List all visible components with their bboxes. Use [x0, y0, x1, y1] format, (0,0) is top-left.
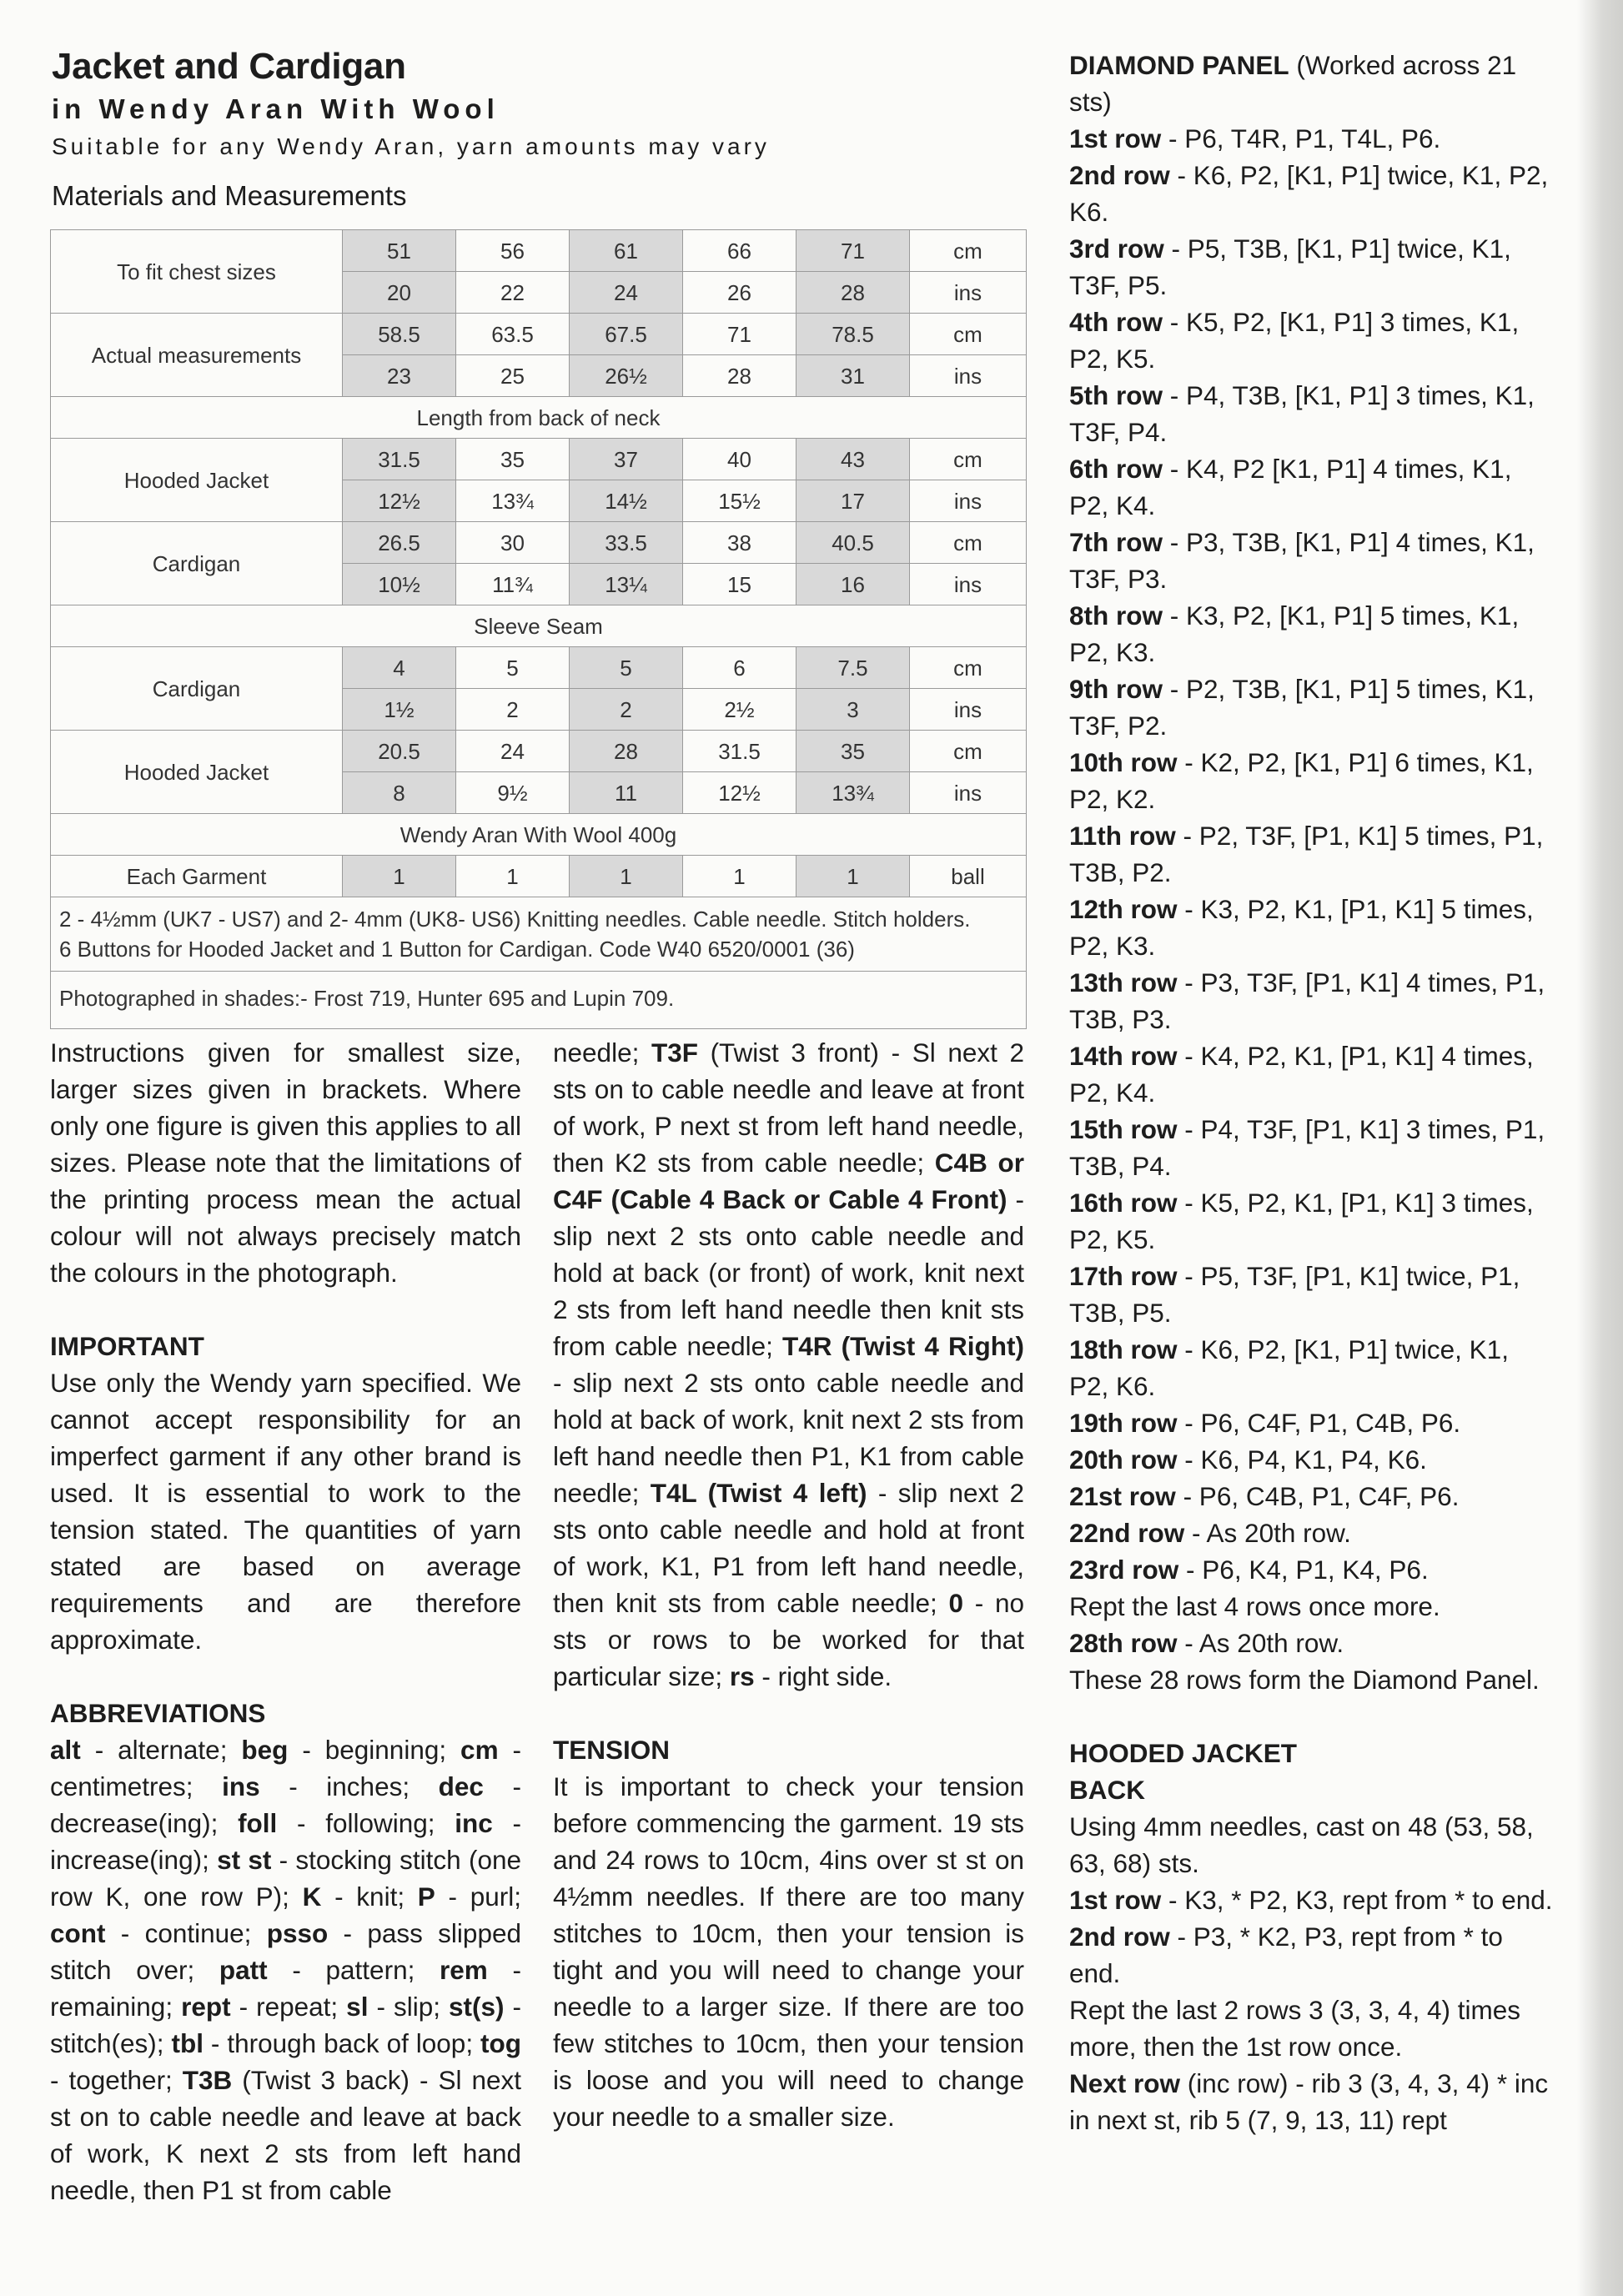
abbreviation-term: C4B or C4F (Cable 4 Back or Cable 4 Front): [553, 1148, 1024, 1214]
table-cell: 3: [796, 689, 910, 731]
table-row: [51, 647, 1027, 689]
table-cell: 31.5: [683, 731, 796, 772]
pattern-row-text: - K4, P2 [K1, P1] 4 times, K1, P2, K4.: [1069, 454, 1512, 520]
table-cell: 35: [456, 439, 570, 480]
pattern-row: [1069, 230, 1553, 304]
pattern-row: [1069, 964, 1553, 1037]
intro-paragraph: Instructions given for smallest size, larger sizes given in brackets. Where only one figure is given this applies to all sizes. Please note that the limitations of the printing process mean the actual colour will not always precisely match the colours in the photograph.: [50, 1037, 521, 1288]
table-cell: 26½: [570, 355, 683, 397]
table-row: [51, 731, 1027, 772]
abbreviation-definition: - slip next 2 sts onto cable needle and hold at back of work, knit next 2 sts from left hand needle then P1, K1 from cable needle;: [553, 1368, 1024, 1508]
table-cell: 13¾: [456, 480, 570, 522]
pattern-row: [1069, 377, 1553, 450]
pattern-row-text: - K5, P2, K1, [P1, K1] 3 times, P2, K5.: [1069, 1188, 1534, 1254]
table-cell: 28: [796, 272, 910, 314]
abbreviation-definition: - pass slipped stitch over;: [50, 1918, 522, 1985]
table-cell: 20.5: [343, 731, 456, 772]
table-row: [51, 439, 1027, 480]
diamond-panel-title: [1069, 47, 1553, 120]
table-cell: 1½: [343, 689, 456, 731]
table-cell: 40.5: [796, 522, 910, 564]
table-cell: 51: [343, 230, 456, 272]
abbreviation-definition: - slip next 2 sts onto cable needle and hold at back (or front) of work, knit next 2 sts from left hand needle then knit sts from cable needle;: [553, 1184, 1024, 1361]
pattern-row: [1069, 157, 1553, 230]
table-row: [51, 230, 1027, 272]
pattern-row: [1069, 1588, 1553, 1625]
pattern-row-text: - As 20th row.: [1184, 1518, 1351, 1548]
pattern-row-text: - K3, * P2, K3, rept from * to end.: [1161, 1885, 1553, 1915]
table-cell: ball: [910, 856, 1027, 897]
table-cell: 22: [456, 272, 570, 314]
needles-note: [51, 897, 1027, 972]
back-rows: [1069, 1882, 1553, 2138]
back-intro: Using 4mm needles, cast on 48 (53, 58, 63, 68) sts.: [1069, 1811, 1534, 1878]
pattern-row-text: - P4, T3B, [K1, P1] 3 times, K1, T3F, P4.: [1069, 380, 1535, 447]
table-cell: Cardigan: [51, 647, 343, 731]
abbreviation-term: beg: [241, 1735, 289, 1765]
table-cell: 14½: [570, 480, 683, 522]
table-cell: Wendy Aran With Wool 400g: [51, 814, 1027, 856]
pattern-row: [1069, 891, 1553, 964]
diamond-panel-subheading: (Worked across 21 sts): [1069, 50, 1517, 117]
table-cell: 28: [570, 731, 683, 772]
table-cell: 61: [570, 230, 683, 272]
table-cell: 10½: [343, 564, 456, 605]
table-cell: 35: [796, 731, 910, 772]
abbreviation-definition: - pattern;: [267, 1955, 440, 1985]
middle-column: [553, 1034, 1024, 2135]
page-title: Jacket and Cardigan: [52, 46, 406, 87]
pattern-row: [1069, 1625, 1553, 1661]
abbreviation-definition: - slip;: [368, 1992, 449, 2022]
pattern-row: [1069, 1882, 1553, 1918]
table-cell: 11¾: [456, 564, 570, 605]
pattern-row: [1069, 1478, 1553, 1515]
abbreviations-list: [50, 1731, 521, 2208]
abbreviation-definition: - continue;: [105, 1918, 267, 1948]
table-cell: 40: [683, 439, 796, 480]
table-cell: 28: [683, 355, 796, 397]
table-cell: 12½: [683, 772, 796, 814]
pattern-row: [1069, 1111, 1553, 1184]
pattern-row-label: 14th row: [1069, 1041, 1178, 1071]
table-cell: ins: [910, 480, 1027, 522]
pattern-row-label: 13th row: [1069, 967, 1178, 997]
abbreviation-term: rept: [181, 1992, 231, 2022]
pattern-row-label: 15th row: [1069, 1114, 1178, 1144]
pattern-row-label: 9th row: [1069, 674, 1163, 704]
hooded-jacket-heading: HOODED JACKET: [1069, 1738, 1298, 1768]
abbreviation-term: dec: [438, 1771, 484, 1801]
table-cell: 33.5: [570, 522, 683, 564]
abbreviation-term: cm: [460, 1735, 499, 1765]
pattern-row-text: - K3, P2, [K1, P1] 5 times, K1, P2, K3.: [1069, 600, 1520, 667]
table-cell: 43: [796, 439, 910, 480]
table-cell: 58.5: [343, 314, 456, 355]
table-cell: To fit chest sizes: [51, 230, 343, 314]
pattern-row-text: (inc row) - rib 3 (3, 4, 3, 4) * inc in next st, rib 5 (7, 9, 13, 11) rept: [1069, 2068, 1549, 2135]
table-row: [51, 972, 1027, 1029]
needles-note-line: 2 - 4½mm (UK7 - US7) and 2- 4mm (UK8- US6) Knitting needles. Cable needle. Stitch holders.: [59, 907, 971, 932]
pattern-row-label: 5th row: [1069, 380, 1163, 410]
table-cell: 8: [343, 772, 456, 814]
table-cell: 1: [796, 856, 910, 897]
abbreviation-term: rem: [440, 1955, 488, 1985]
pattern-row-text: Rept the last 4 rows once more.: [1069, 1591, 1440, 1621]
abbreviation-definition: - repeat;: [230, 1992, 347, 2022]
pattern-row-label: 17th row: [1069, 1261, 1178, 1291]
pattern-row: [1069, 2065, 1553, 2138]
table-cell: Length from back of neck: [51, 397, 1027, 439]
pattern-row-label: 18th row: [1069, 1334, 1178, 1364]
pattern-row-label: 11th row: [1069, 821, 1176, 851]
table-cell: Each Garment: [51, 856, 343, 897]
table-cell: 13¼: [570, 564, 683, 605]
pattern-row-label: 21st row: [1069, 1481, 1176, 1511]
table-cell: ins: [910, 355, 1027, 397]
pattern-row-text: - P6, T4R, P1, T4L, P6.: [1161, 123, 1441, 153]
pattern-row: [1069, 817, 1553, 891]
table-cell: 5: [456, 647, 570, 689]
pattern-row-label: 3rd row: [1069, 234, 1164, 264]
pattern-row-label: 12th row: [1069, 894, 1178, 924]
table-cell: 17: [796, 480, 910, 522]
left-column: [50, 1034, 521, 2208]
table-cell: 7.5: [796, 647, 910, 689]
abbreviation-definition: - together;: [50, 2065, 183, 2095]
abbreviation-term: T4L (Twist 4 left): [650, 1478, 867, 1508]
pattern-row-label: 23rd row: [1069, 1555, 1179, 1585]
table-cell: ins: [910, 689, 1027, 731]
table-cell: 56: [456, 230, 570, 272]
abbreviation-term: K: [302, 1882, 322, 1912]
table-cell: 66: [683, 230, 796, 272]
abbreviation-definition: - stocking stitch (one row K, one row P);: [50, 1845, 521, 1912]
table-cell: 16: [796, 564, 910, 605]
pattern-row-text: - K6, P2, [K1, P1] twice, K1, P2, K6.: [1069, 160, 1549, 227]
pattern-row-label: 7th row: [1069, 527, 1163, 557]
pattern-row-label: 10th row: [1069, 747, 1178, 777]
abbreviation-term: T3B: [182, 2065, 233, 2095]
pattern-row-text: - K2, P2, [K1, P1] 6 times, K1, P2, K2.: [1069, 747, 1534, 814]
table-cell: ins: [910, 564, 1027, 605]
table-cell: 24: [570, 272, 683, 314]
pattern-row: [1069, 524, 1553, 597]
pattern-row-text: - As 20th row.: [1177, 1628, 1344, 1658]
pattern-row-text: Rept the last 2 rows 3 (3, 3, 4, 4) times more, then the 1st row once.: [1069, 1995, 1520, 2062]
pattern-row-text: - P3, * K2, P3, rept from * to end.: [1069, 1922, 1503, 1988]
pattern-row-text: - P3, T3F, [P1, K1] 4 times, P1, T3B, P3.: [1069, 967, 1545, 1034]
table-cell: 30: [456, 522, 570, 564]
table-cell: cm: [910, 522, 1027, 564]
abbreviation-term: st st: [217, 1845, 272, 1875]
table-cell: 1: [343, 856, 456, 897]
abbreviation-definition: (Twist 3 back) - Sl next st on to cable needle and leave at back of work, K next 2 sts from left hand needle, then P1 st from cable: [50, 2065, 521, 2205]
abbreviation-definition: - decrease(ing);: [50, 1771, 521, 1838]
abbreviation-definition: - inches;: [259, 1771, 439, 1801]
page-edge-shadow: [1577, 0, 1623, 2296]
pattern-row-label: 19th row: [1069, 1408, 1178, 1438]
tension-paragraph: It is important to check your tension before commencing the garment. 19 sts and 24 rows to 10cm, 4ins over st st on 4½mm needles. If there are too many stitches to 10cm, then your tension is tight and you will need to change your needle to a larger size. If there are too few stitches to 10cm, then your tension is loose and you will need to change your needle to a smaller size.: [553, 1771, 1024, 2132]
pattern-row-text: - P5, T3F, [P1, K1] twice, P1, T3B, P5.: [1069, 1261, 1520, 1328]
table-cell: 9½: [456, 772, 570, 814]
pattern-row: [1069, 1037, 1553, 1111]
tension-heading: TENSION: [553, 1735, 671, 1765]
pattern-row: [1069, 1515, 1553, 1551]
diamond-panel-heading: DIAMOND PANEL: [1069, 50, 1289, 80]
pattern-row-label: 28th row: [1069, 1628, 1178, 1658]
table-cell: Cardigan: [51, 522, 343, 605]
abbreviation-definition: - remaining;: [50, 1955, 521, 2022]
materials-heading: Materials and Measurements: [52, 180, 407, 211]
table-cell: 37: [570, 439, 683, 480]
pattern-row-label: 20th row: [1069, 1444, 1178, 1475]
pattern-row: [1069, 597, 1553, 671]
page-subtitle: in Wendy Aran With Wool: [52, 93, 500, 124]
abbreviation-definition: - purl;: [435, 1882, 522, 1912]
pattern-row: [1069, 1258, 1553, 1331]
abbreviation-definition: - stitch(es);: [50, 1992, 521, 2058]
abbreviation-definition: needle;: [553, 1037, 651, 1068]
table-cell: 2: [456, 689, 570, 731]
abbreviation-term: tbl: [171, 2028, 204, 2058]
abbreviation-term: rs: [729, 1661, 755, 1691]
table-cell: 4: [343, 647, 456, 689]
table-cell: 78.5: [796, 314, 910, 355]
table-row: [51, 314, 1027, 355]
pattern-row: [1069, 1184, 1553, 1258]
table-cell: 23: [343, 355, 456, 397]
important-heading: IMPORTANT: [50, 1331, 204, 1361]
table-cell: Actual measurements: [51, 314, 343, 397]
pattern-row-label: 6th row: [1069, 454, 1163, 484]
measurements-table-body: [51, 230, 1027, 1029]
abbreviation-term: 0: [948, 1588, 964, 1618]
pattern-row: [1069, 1551, 1553, 1588]
pattern-row-text: - P5, T3B, [K1, P1] twice, K1, T3F, P5.: [1069, 234, 1511, 300]
table-cell: ins: [910, 272, 1027, 314]
table-cell: 20: [343, 272, 456, 314]
table-cell: 26: [683, 272, 796, 314]
table-cell: 13¾: [796, 772, 910, 814]
pattern-row: [1069, 1992, 1553, 2065]
abbreviation-definition: - following;: [277, 1808, 455, 1838]
table-section-row: [51, 397, 1027, 439]
abbreviation-definition: - right side.: [754, 1661, 892, 1691]
abbreviation-term: patt: [219, 1955, 268, 1985]
table-cell: 25: [456, 355, 570, 397]
measurements-table: [50, 229, 1027, 1029]
abbreviation-term: tog: [480, 2028, 521, 2058]
abbreviation-term: psso: [266, 1918, 329, 1948]
abbreviation-definition: - alternate;: [80, 1735, 242, 1765]
abbreviation-term: foll: [238, 1808, 278, 1838]
pattern-row-text: - P4, T3F, [P1, K1] 3 times, P1, T3B, P4.: [1069, 1114, 1545, 1181]
table-cell: 12½: [343, 480, 456, 522]
pattern-row: [1069, 1404, 1553, 1441]
table-cell: 31: [796, 355, 910, 397]
pattern-row-label: 4th row: [1069, 307, 1163, 337]
table-section-row: [51, 605, 1027, 647]
pattern-row-label: 1st row: [1069, 123, 1162, 153]
pattern-row: [1069, 1661, 1553, 1698]
abbreviation-definition: - knit;: [321, 1882, 418, 1912]
table-cell: 24: [456, 731, 570, 772]
abbreviation-term: sl: [346, 1992, 369, 2022]
abbreviation-definition: - slip next 2 sts onto cable needle and hold at front of work, K1, P1 from left hand needle, then knit sts from cable needle;: [553, 1478, 1024, 1618]
pattern-row-label: Next row: [1069, 2068, 1181, 2098]
table-cell: ins: [910, 772, 1027, 814]
table-cell: Hooded Jacket: [51, 731, 343, 814]
abbreviation-term: st(s): [448, 1992, 505, 2022]
pattern-row: [1069, 1331, 1553, 1404]
table-cell: 26.5: [343, 522, 456, 564]
pattern-row-text: - K5, P2, [K1, P1] 3 times, K1, P2, K5.: [1069, 307, 1520, 374]
table-cell: 1: [570, 856, 683, 897]
abbreviation-definition: - centimetres;: [50, 1735, 521, 1801]
pattern-row-label: 1st row: [1069, 1885, 1162, 1915]
abbreviation-term: T4R (Twist 4 Right): [782, 1331, 1024, 1361]
table-cell: 67.5: [570, 314, 683, 355]
abbreviation-term: P: [417, 1882, 435, 1912]
yarn-suitability-note: Suitable for any Wendy Aran, yarn amounts may vary: [52, 133, 770, 159]
important-paragraph: Use only the Wendy yarn specified. We cannot accept responsibility for an imperfect garment if any other brand is used. It is essential to work to the tension stated. The quantities of yarn stated are based on average requirements and are therefore approximate.: [50, 1368, 521, 1655]
table-cell: 15: [683, 564, 796, 605]
table-cell: cm: [910, 230, 1027, 272]
pattern-row: [1069, 304, 1553, 377]
table-cell: 71: [796, 230, 910, 272]
pattern-row-label: 2nd row: [1069, 160, 1170, 190]
pattern-row: [1069, 1441, 1553, 1478]
table-cell: 1: [683, 856, 796, 897]
table-row: [51, 856, 1027, 897]
table-cell: 1: [456, 856, 570, 897]
table-cell: 2½: [683, 689, 796, 731]
abbreviations-heading: ABBREVIATIONS: [50, 1698, 266, 1728]
table-cell: cm: [910, 439, 1027, 480]
buttons-note-line: 6 Buttons for Hooded Jacket and 1 Button for Cardigan. Code W40 6520/0001 (36): [59, 937, 855, 962]
table-cell: Hooded Jacket: [51, 439, 343, 522]
pattern-row-text: - K3, P2, K1, [P1, K1] 5 times, P2, K3.: [1069, 894, 1534, 961]
abbreviation-definition: - no sts or rows to be worked for that particular size;: [553, 1588, 1024, 1691]
pattern-row-text: - P6, K4, P1, K4, P6.: [1178, 1555, 1429, 1585]
pattern-row-text: - K6, P4, K1, P4, K6.: [1177, 1444, 1427, 1475]
abbreviation-term: inc: [455, 1808, 493, 1838]
abbreviation-term: cont: [50, 1918, 106, 1948]
table-cell: 38: [683, 522, 796, 564]
pattern-row: [1069, 671, 1553, 744]
abbreviation-definition: - increase(ing);: [50, 1808, 521, 1875]
abbreviation-term: T3F: [651, 1037, 698, 1068]
abbreviation-definition: (Twist 3 front) - Sl next 2 sts on to cable needle and leave at front of work, P next st from left hand needle, then K2 sts from cable needle;: [553, 1037, 1024, 1178]
table-cell: cm: [910, 647, 1027, 689]
abbreviation-term: ins: [222, 1771, 260, 1801]
table-cell: 31.5: [343, 439, 456, 480]
table-row: [51, 897, 1027, 972]
pattern-row-text: - P6, C4F, P1, C4B, P6.: [1177, 1408, 1461, 1438]
pattern-row-label: 22nd row: [1069, 1518, 1185, 1548]
pattern-row-text: - K4, P2, K1, [P1, K1] 4 times, P2, K4.: [1069, 1041, 1534, 1108]
back-heading: BACK: [1069, 1775, 1145, 1805]
diamond-panel-rows: [1069, 120, 1553, 1698]
table-section-row: [51, 814, 1027, 856]
table-row: [51, 522, 1027, 564]
abbreviation-term: alt: [50, 1735, 81, 1765]
pattern-row-text: - P2, T3F, [P1, K1] 5 times, P1, T3B, P2.: [1069, 821, 1544, 887]
pattern-row-text: - P3, T3B, [K1, P1] 4 times, K1, T3F, P3.: [1069, 527, 1535, 594]
pattern-row-text: These 28 rows form the Diamond Panel.: [1069, 1665, 1540, 1695]
pattern-row-label: 16th row: [1069, 1188, 1178, 1218]
photo-shades-note: Photographed in shades:- Frost 719, Hunter 695 and Lupin 709.: [51, 972, 1027, 1029]
right-column: [1069, 47, 1553, 2138]
table-cell: 6: [683, 647, 796, 689]
table-cell: 2: [570, 689, 683, 731]
pattern-row-text: - K6, P2, [K1, P1] twice, K1, P2, K6.: [1069, 1334, 1509, 1401]
abbreviations-list-continued: [553, 1034, 1024, 1695]
pattern-row-label: 2nd row: [1069, 1922, 1170, 1952]
table-cell: cm: [910, 314, 1027, 355]
table-cell: cm: [910, 731, 1027, 772]
table-cell: Sleeve Seam: [51, 605, 1027, 647]
pattern-row-text: - P2, T3B, [K1, P1] 5 times, K1, T3F, P2.: [1069, 674, 1535, 741]
pattern-row: [1069, 120, 1553, 157]
abbreviation-definition: - beginning;: [288, 1735, 461, 1765]
pattern-row-text: - P6, C4B, P1, C4F, P6.: [1175, 1481, 1460, 1511]
table-cell: 63.5: [456, 314, 570, 355]
table-cell: 71: [683, 314, 796, 355]
pattern-row-label: 8th row: [1069, 600, 1163, 631]
pattern-row: [1069, 450, 1553, 524]
pattern-row: [1069, 1918, 1553, 1992]
pattern-row: [1069, 744, 1553, 817]
table-cell: 15½: [683, 480, 796, 522]
table-cell: 5: [570, 647, 683, 689]
abbreviation-definition: - through back of loop;: [203, 2028, 481, 2058]
table-cell: 11: [570, 772, 683, 814]
